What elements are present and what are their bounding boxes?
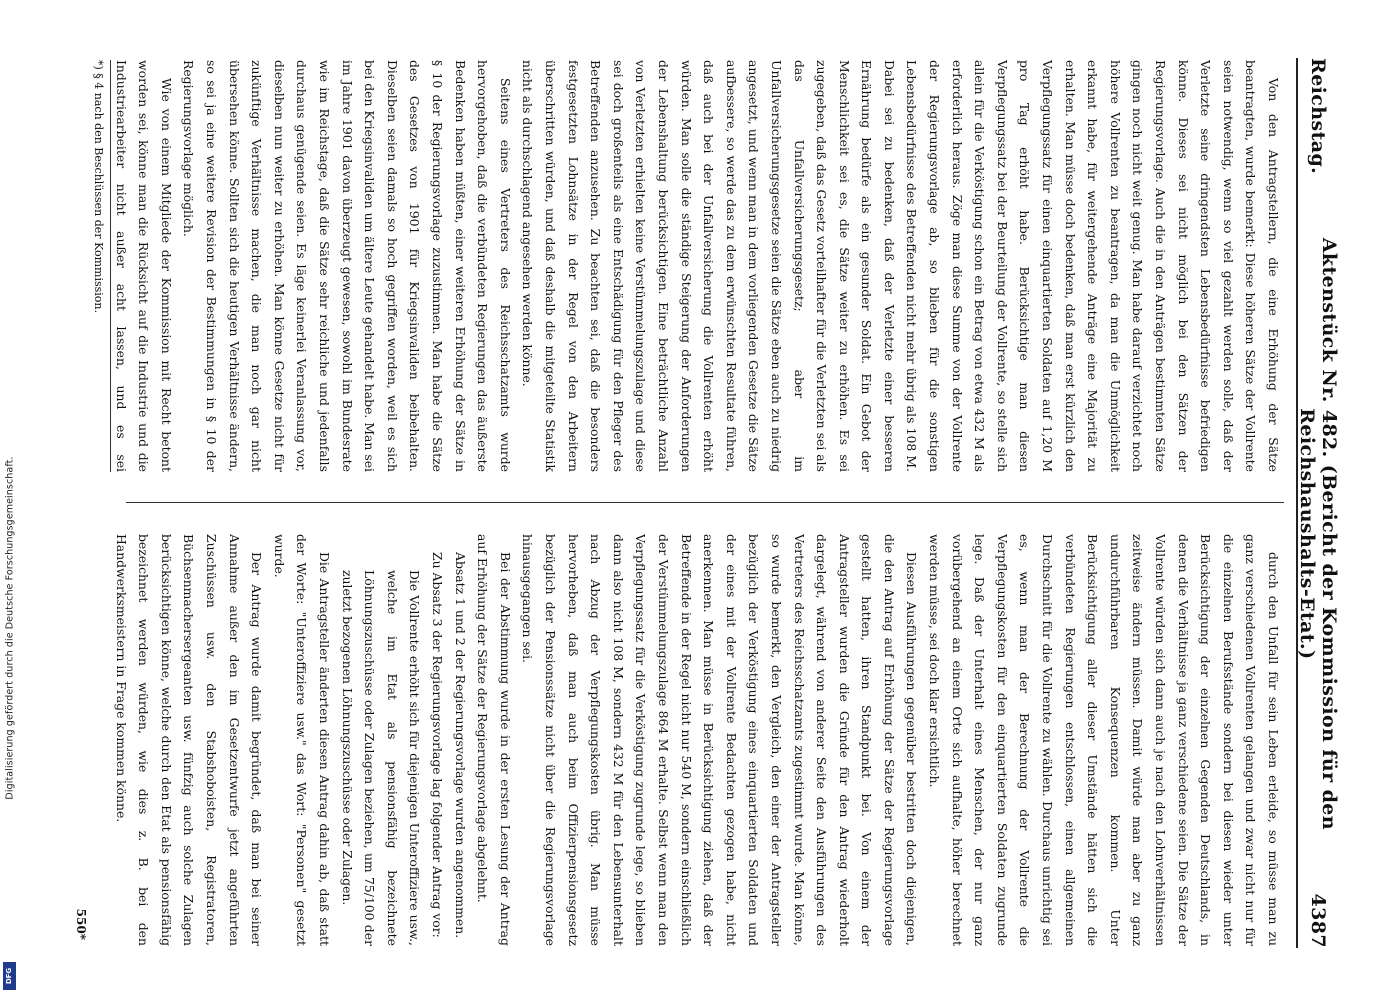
column-divider	[126, 502, 1284, 503]
dfg-logo	[3, 962, 16, 990]
paragraph: Bei der Abstimmung wurde in der ersten Lesung der Antrag auf Erhöhung der Sätze der Regierungsvorlage abgelehnt.	[475, 534, 513, 946]
digitization-credit	[0, 0, 20, 1000]
paragraph: Zu Absatz 3 der Regierungsvorlage lag folgender Antrag vor:	[430, 552, 446, 938]
footnote: *) § 4 nach den Beschlüssen der Kommission.	[90, 60, 111, 472]
right-column	[106, 534, 1284, 946]
page-header	[1296, 58, 1338, 948]
paragraph: Wie von einem Mitgliede der Kommission mit Recht betont worden sei, könne man die Rücksicht auf die Industrie und die Industriearbeiter nicht außer acht lassen, und es sei	[113, 60, 174, 472]
paragraph	[106, 534, 109, 946]
page-number: 4387	[1307, 893, 1329, 948]
left-column	[106, 60, 1284, 472]
paragraph: durch den Unfall für sein Leben erleide, so müsse man zu ganz verschiedenen Vollrenten gelangen und zwar nicht nur für die einzelnen Berufsstände sondern bei diesen wieder unter Berücksichtigung der einzelnen Gegenden Deutschlands, in denen die Verhältnisse ja ganz verschiedene seien. Die Sätze der Vollrente würden sich dann auch je nach den Lohnverhältnissen zeitweise ändern müssen. Damit würde man aber zu ganz undurchführbaren Konsequenzen kommen. Unter Berücksichtigung aller dieser Umstände hätten sich die verbündeten Regierungen entschlossen, einen allgemeinen Durchschnitt für die Vollrente zu wählen. Durchaus unrichtig sei es, wenn man der Berechnung der Vollrente die Verpflegungskosten für den einquartierten Soldaten zugrunde lege. Daß der Unterhalt eines Menschen, der nur ganz vorübergehend an einem Orte sich aufhalte, höher berechnet werden müsse, sei doch klar ersichtlich.	[927, 534, 1281, 946]
paragraph: Die Antragsteller änderten diesen Antrag dahin ab, daß statt der Worte: "Unteroffiziere usw." das Wort: "Personen" gesetzt wurde.	[271, 534, 333, 946]
header-title: Aktenstück Nr. 482. (Bericht der Kommission für den Reichshaushalts-Etat.)	[1296, 237, 1340, 830]
credit-text: Digitalisierung gefördert durch die Deutsche Forschungsgemeinschaft.	[4, 456, 16, 800]
paragraph: Seitens eines Vertreters des Reichsschatzamts wurde hervorgehoben, daß die verbündeten Regierungen das äußerste Bedenken haben müßten, einer weiteren Erhöhung der Sätze in § 10 der Regierungsvorlage zuzustimmen. Man habe die Sätze des Gesetzes von 1901 für Kriegsinvaliden beibehalten. Dieselben seien damals so hoch gegriffen worden, weil es sich bei den Kriegsinvaliden um ältere Leute gehandelt habe. Man sei im Jahre 1901 davon überzeugt gewesen, sowohl im Bundesrate wie im Reichstage, daß die Sätze sehr reichliche und jedenfalls durchaus genügende seien. Es läge keinerlei Veranlassung vor, dieselben nun weiter zu erhöhen. Man könne Gesetze nicht für zukünftige Verhältnisse machen, die man noch gar nicht übersehen könne. Sollten sich die heutigen Verhältnisse ändern, so sei ja eine weitere Revision der Bestimmungen in § 10 der Regierungsvorlage möglich.	[181, 60, 513, 472]
header-left: Reichstag.	[1307, 58, 1329, 175]
paragraph: Von den Antragstellern, die eine Erhöhung der Sätze beantragten, wurde bemerkt: Diese höheren Sätze der Vollrente seien notwendig, wenn so viel gezahlt werden solle, daß der Verletzte seine dringendsten Lebensbedürfnisse befriedigen könne. Dieses sei nicht möglich bei den Sätzen der Regierungsvorlage. Auch die in den Anträgen bestimmten Sätze gingen noch nicht weit genug. Man habe darauf verzichtet noch höhere Vollrenten zu beantragen, da man die Unmöglichkeit erkannt habe, für weitergehende Anträge eine Majorität zu erhalten. Man müsse doch bedenken, daß man erst kürzlich den Verpflegungssatz für einen einquartierten Soldaten auf 1,20 M pro Tag erhöht habe. Berücksichtige man diesen Verpflegungssatz bei der Beurteilung der Vollrente, so stelle sich allein für die Verköstigung schon ein Betrag von etwa 432 M als erforderlich heraus. Zöge man diese Summe von der Vollrente der Regierungsvorlage ab, so blieben für die sonstigen Lebensbedürfnisse des Betreffenden nicht mehr übrig als 108 M. Dabei sei zu bedenken, daß der Verletzte einer besseren Ernährung bedürfe als ein gesunder Soldat. Ein Gebot der Menschlichkeit sei es, die Sätze weiter zu erhöhen. Es sei zugegeben, daß das Gesetz vorteilhafter für die Verletzten sei als das Unfallversicherungsgesetz; aber im Unfallversicherungsgesetze seien die Sätze eben auch zu niedrig angesetzt, und wenn man in dem vorliegenden Gesetze die Sätze aufbessere, so werde das zu dem erwünschten Resultate führen, daß auch bei der Unfallversicherung die Vollrenten erhöht würden. Man solle die ständige Steigerung der Anforderungen der Lebenshaltung berücksichtigen. Eine beträchtliche Anzahl von Verletzten erhielten keine Verstümmelungszulage und diese sei doch großenteils als eine Entschädigung für den Pfleger des Betreffenden anzusehen. Zu beachten sei, daß die besonders festgesetzten Lohnsätze in der Regel von den Arbeitern überschritten würden, und daß deshalb die mitgeteilte Statistik nicht als durchschlagend angesehen werden könne.	[520, 60, 1281, 472]
paragraph: Absatz 1 und 2 der Regierungsvorlage wurden angenommen.	[452, 552, 468, 939]
quoted-motion: Die Vollrente erhöht sich für diejenigen Unteroffiziere usw., welche im Etat als pensionsfähig bezeichnete Löhnungszuschüsse oder Zulagen beziehen, um 75/100 der zuletzt bezogenen Löhnungszuschüsse oder Zulagen.	[339, 570, 423, 946]
document-page	[66, 38, 1356, 968]
dfg-logo-text: DFG	[5, 967, 14, 985]
paragraph: Diesen Ausführungen gegenüber bestritten doch diejenigen, die den Antrag auf Erhöhung der Sätze der Regierungsvorlage gestellt hatten, ihren Standpunkt bei. Von einem der Antragsteller wurden die Gründe für den Antrag wiederholt dargelegt, während von anderer Seite den Ausführungen des Vertreters des Reichsschatzamts zugestimmt wurde. Man könne, so wurde bemerkt, den Vergleich, den einer der Antragsteller bezüglich der Verköstigung eines einquartierten Soldaten und der eines mit der Vollrente Bedachten gezogen habe, nicht anerkennen. Man müsse in Berücksichtigung ziehen, daß der Betreffende in der Regel nicht nur 540 M, sondern einschließlich der Verstümmelungszulage 864 M erhalte. Selbst wenn man den Verpflegungssatz für die Verköstigung zugrunde lege, so blieben dann also nicht 108 M, sondern 432 M für den Lebensunterhalt nach Abzug der Verpflegungskosten übrig. Man müsse hervorheben, daß man auch beim Offizierpensionsgesetz bezüglich der Pensionssätze nicht über die Regierungsvorlage hinausgegangen sei.	[520, 534, 920, 946]
sheet-mark: 550*	[74, 908, 88, 940]
paragraph: Der Antrag wurde damit begründet, daß man bei seiner Annahme außer den im Gesetzentwurfe jetzt angeführten Zuschüssen usw. den Stabshoboisten, Registratoren, Büchsenmachersergeanten usw. fünfzig auch solche Zulagen berücksichtigen könne, welche durch den Etat als pensionsfähig bezeichnet werden würden, wie dies z. B. bei den Handwerksmeistern in Frage kommen könne.	[113, 534, 265, 946]
page-wrapper	[66, 38, 1356, 968]
